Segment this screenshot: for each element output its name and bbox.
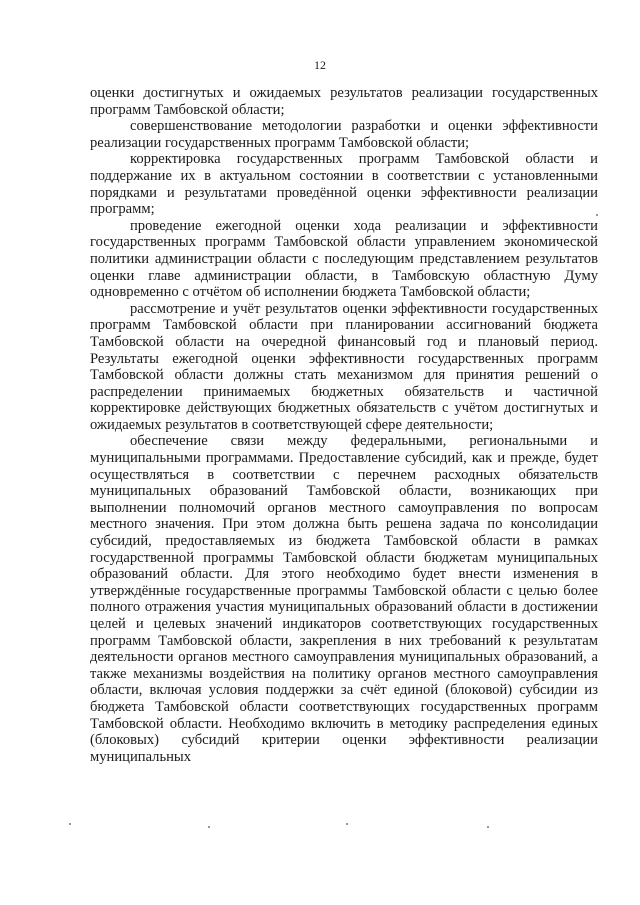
scan-speck	[487, 826, 489, 828]
page-number: 12	[314, 58, 326, 72]
paragraph-methodology: совершенствование методологии разработки и оценки эффективности реализации государственных программ Тамбовской области;	[90, 118, 598, 151]
paragraph-continuation: оценки достигнутых и ожидаемых результатов реализации государственных программ Тамбовской области;	[90, 85, 598, 118]
paragraph-correction: корректировка государственных программ Тамбовской области и поддержание их в актуальном состоянии в соответствии с установленными порядками и результатами проведённой оценки эффективности реализации программ;	[90, 151, 598, 218]
scan-speck	[346, 823, 348, 825]
scan-speck	[69, 823, 71, 825]
scan-speck	[208, 826, 210, 828]
paragraph-review-results: рассмотрение и учёт результатов оценки эффективности государственных программ Тамбовской области при планировании ассигнований бюджета Тамбовской области на очередной финансовый год и плановый период. Результаты ежегодной оценки эффективности государственных программ Тамбовской области должны стать механизмом для принятия решений о распределении принимаемых бюджетных обязательств и частичной корректировке действующих бюджетных обязательств с учётом достигнутых и ожидаемых результатов в соответствующей сфере деятельности;	[90, 300, 598, 433]
scan-speck	[596, 214, 598, 216]
body-text	[90, 85, 598, 765]
paragraph-program-linkage: обеспечение связи между федеральными, региональными и муниципальными программами. Предоставление субсидий, как и прежде, будет осуществляться в соответствии с перечнем расходных обязательств муниципальных образований Тамбовской области, возникающих при выполнении полномочий органов местного самоуправления по вопросам местного значения. При этом должна быть решена задача по консолидации субсидий, предоставляемых из бюджета Тамбовской области в рамках государственной программы Тамбовской области бюджетам муниципальных образований области. Для этого необходимо будет внести изменения в утверждённые государственные программы Тамбовской области с целью более полного отражения участия муниципальных образований области в достижении целей и целевых значений индикаторов соответствующих государственных программ Тамбовской области, закрепления в них требований к результатам деятельности органов местного самоуправления муниципальных образований, а также механизмы воздействия на политику органов местного самоуправления области, включая условия поддержки за счёт единой (блоковой) субсидии из бюджета Тамбовской области соответствующих государственных программ Тамбовской области. Необходимо включить в методику распределения единых (блоковых) субсидий критерии оценки эффективности реализации муниципальных	[90, 433, 598, 765]
paragraph-annual-assessment: проведение ежегодной оценки хода реализации и эффективности государственных программ Тамбовской области управлением экономической политики администрации области с последующим представлением результатов оценки главе администрации области, в Тамбовскую областную Думу одновременно с отчётом об исполнении бюджета Тамбовской области;	[90, 217, 598, 301]
